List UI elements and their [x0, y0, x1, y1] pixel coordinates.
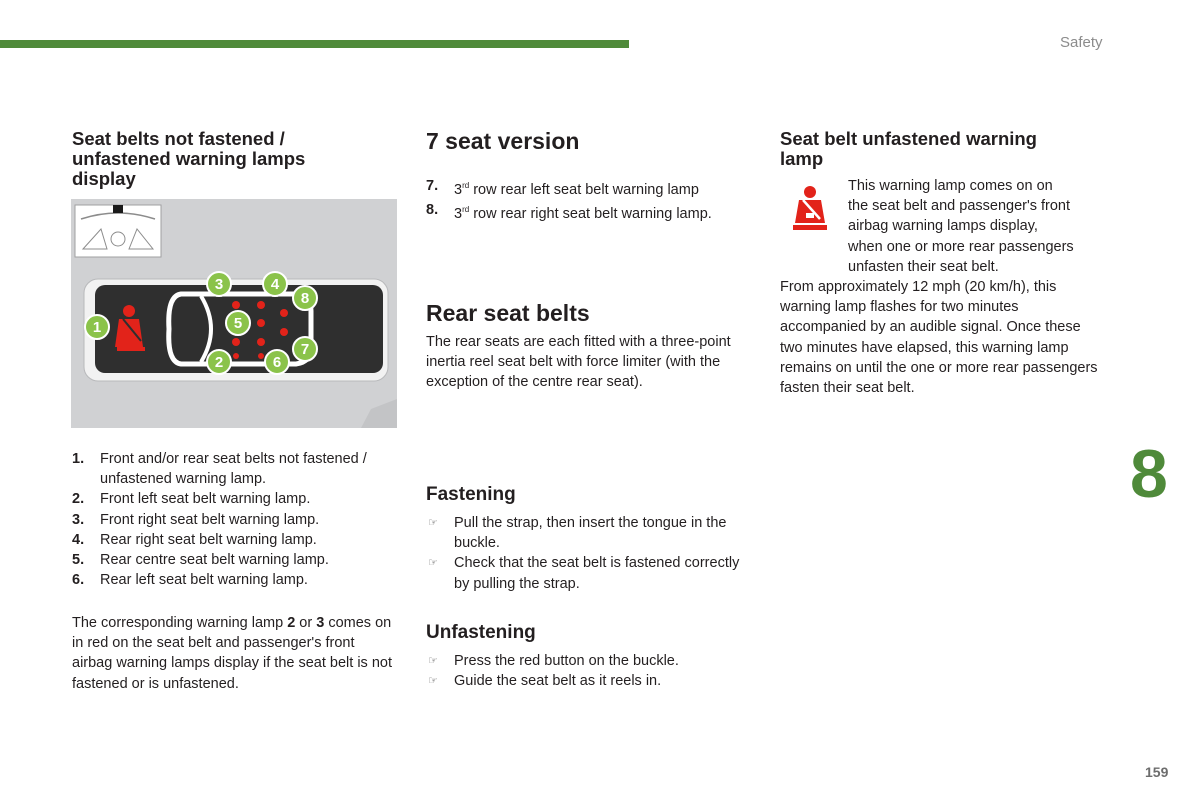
svg-text:6: 6 [272, 354, 282, 371]
rear-seat-belts-text: The rear seats are each fitted with a three-point inertia reel seat belt with force limiter (with the exception of the centre rear seat). [426, 334, 731, 391]
lamp-behaviour-text: From approximately 12 mph (20 km/h), this warning lamp flashes for two minutes accompanied by an audible signal. Once these two minutes have elapsed, this warning lamp remains on until the one or more rear passengers fasten their seat belt. [780, 279, 1098, 397]
pointer-icon: ☞ [428, 557, 438, 570]
svg-text:8: 8 [300, 290, 310, 307]
list-item: 8. 3rd row rear right seat belt warning lamp. [426, 202, 712, 222]
unfastening-list [426, 651, 756, 691]
pointer-icon: ☞ [428, 655, 438, 667]
pointer-icon: ☞ [428, 675, 438, 688]
callout-3 [207, 272, 231, 296]
fastening-list [426, 513, 756, 594]
callout-4 [263, 272, 287, 296]
header-accent-bar [0, 40, 629, 48]
display-heading: Seat belts not fastened / unfastened warning lamps display [72, 128, 306, 189]
seven-seat-list [426, 176, 756, 224]
callout-5 [226, 311, 250, 335]
callout-8 [293, 286, 317, 310]
unfastening-heading: Unfastening [426, 622, 536, 643]
list-item: ☞ Guide the seat belt as it reels in. [426, 671, 756, 691]
svg-text:3: 3 [214, 276, 224, 293]
unfastened-lamp-heading: Seat belt unfastened warning lamp [780, 128, 1037, 169]
list-item: 7. 3rd row rear left seat belt warning lamp [426, 178, 699, 198]
list-item: 2. Front left seat belt warning lamp. [72, 491, 311, 508]
list-item: ☞ Press the red button on the buckle. [426, 651, 756, 671]
list-item: 1. Front and/or rear seat belts not fastened / unfastened warning lamp. [72, 451, 367, 488]
warning-lamps-display-figure [71, 199, 397, 428]
svg-text:4: 4 [270, 276, 280, 293]
svg-text:2: 2 [214, 354, 224, 371]
svg-text:5: 5 [233, 315, 243, 332]
callout-1 [85, 315, 109, 339]
fastening-heading: Fastening [426, 484, 516, 505]
warning-lamp-note: The corresponding warning lamp 2 or 3 comes on in red on the seat belt and passenger's front airbag warning lamps display if the seat belt is not fastened or is unfastened. [72, 615, 392, 692]
lamp-description: This warning lamp comes on on the seat belt and passenger's front airbag warning lamps display, when one or more rear passengers unfasten their seat belt. [848, 178, 1074, 275]
lamp-legend-list [72, 449, 392, 590]
dashboard-thumbnail-icon [75, 205, 161, 257]
svg-text:7: 7 [300, 341, 310, 358]
seatbelt-warning-icon [790, 185, 830, 233]
callout-2 [207, 350, 231, 374]
list-item: 3. Front right seat belt warning lamp. [72, 511, 320, 528]
seven-seat-heading: 7 seat version [426, 128, 580, 154]
list-item: ☞ Pull the strap, then insert the tongue in the buckle. [428, 515, 727, 552]
list-item: 6. Rear left seat belt warning lamp. [72, 572, 308, 589]
page-number: 159 [1145, 764, 1169, 780]
rear-seat-belts-heading: Rear seat belts [426, 300, 590, 326]
chapter-number: 8 [1130, 436, 1168, 512]
pointer-icon: ☞ [428, 517, 438, 529]
list-item: ☞ Check that the seat belt is fastened correctly by pulling the strap. [428, 555, 740, 592]
callout-6 [265, 350, 289, 374]
list-item: 4. Rear right seat belt warning lamp. [72, 531, 317, 548]
callout-7 [293, 337, 317, 361]
list-item: 5. Rear centre seat belt warning lamp. [72, 552, 329, 569]
svg-text:1: 1 [92, 319, 102, 336]
section-title: Safety [1060, 34, 1103, 51]
